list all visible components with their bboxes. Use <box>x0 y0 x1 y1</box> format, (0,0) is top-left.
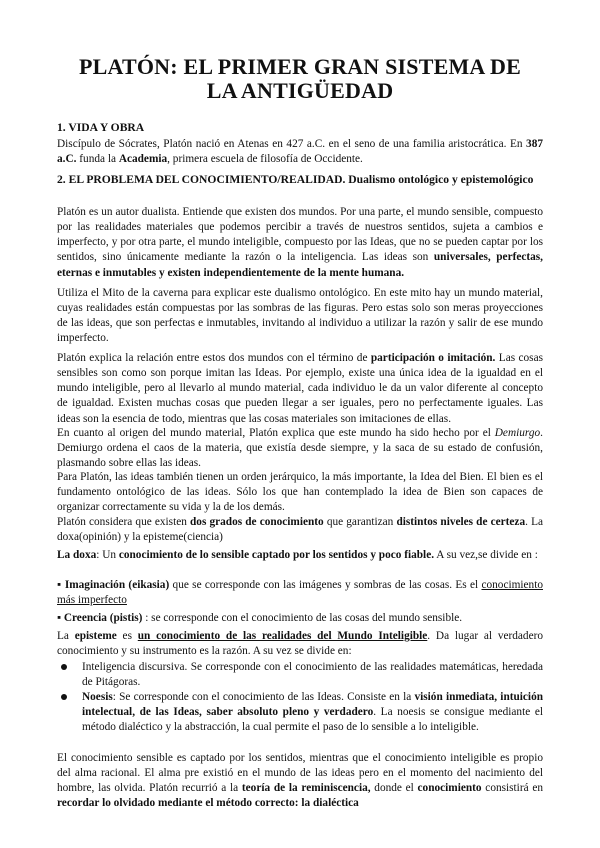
paragraph-participacion: Platón explica la relación entre estos dos mundos con el término de participación o imitación. Las cosas sensibles son como son porque imitan las Ideas. Por ejemplo, existe una única idea de la igualdad en el mundo inteligible, pero al llevarlo al mundo material, cada individuo le da un valor diferente al concepto de igualdad. Existen muchas cosas que pueden llegar a ser iguales, pero no perfectamente iguales. Las ideas son la esencia de todo, mientras que las cosas materiales son imitaciones de ellas. <box>57 352 543 425</box>
paragraph-dualismo: Platón es un autor dualista. Entiende que existen dos mundos. Por una parte, el mundo sensible, compuesto por las realidades materiales que podemos percibir a través de nuestros sentidos, sujeta a cambios e imperfecto, y por otra parte, el mundo inteligible, compuesto por las Ideas, que no se pueden captar por los sentidos, sino únicamente mediante la razón o la inteligencia. Las ideas son universales, perfectas, eternas e inmutables y existen independientemente de la mente humana. <box>57 206 544 279</box>
paragraph-doxa: La doxa: Un conocimiento de lo sensible captado por los sentidos y poco fiable. A su vez,se divide en : <box>57 549 538 561</box>
bullet-imaginacion: ▪ Imaginación (eikasia) que se corresponde con las imágenes y sombras de las cosas. Es el conocimiento más imperfecto <box>57 579 543 607</box>
bullet-dot-icon <box>61 694 67 700</box>
paragraph-reminiscencia: El conocimiento sensible es captado por los sentidos, mientras que el conocimiento inteligible es propio del alma racional. El alma pre existió en el mundo de las ideas pero en el momento del nacimiento del hombre, las olvida. Platón recurrió a la teoría de la reminiscencia, donde el conocimiento consistirá en recordar lo olvidado mediante el método correcto: la dialéctica <box>57 752 543 810</box>
section-heading-vida-y-obra: 1. VIDA Y OBRA <box>57 121 145 134</box>
paragraph-grados-conocimiento: Platón considera que existen dos grados de conocimiento que garantizan distintos niveles de certeza. La doxa(opinión) y la episteme(ciencia) <box>57 516 543 544</box>
paragraph-episteme: La episteme es un conocimiento de las realidades del Mundo Inteligible. Da lugar al verdadero conocimiento y su instrumento es la razón. A su vez se divide en: <box>57 630 543 658</box>
paragraph-vida: Discípulo de Sócrates, Platón nació en Atenas en 427 a.C. en el seno de una familia aristocrática. En 387 a.C. funda la Academia, primera escuela de filosofía de Occidente. <box>57 138 543 166</box>
bullet-creencia: ▪ Creencia (pistis) : se corresponde con el conocimiento de las cosas del mundo sensible. <box>57 612 463 624</box>
paragraph-idea-del-bien: Para Platón, las ideas también tienen un orden jerárquico, la más importante, la Idea del Bien. El bien es el fundamento ontológico de las ideas. Sólo los que han contemplado la idea de Bien son capaces de organizar correctamente su vida y la de los demás. <box>57 471 543 514</box>
list-item-noesis: Noesis: Se corresponde con el conocimiento de las Ideas. Consiste en la visión inmediata, intuición intelectual, de las Ideas, saber absoluto pleno y verdadero. La noesis se consigue mediante el método dialéctico y la abstracción, la cual permite el paso de lo sensible a lo inteligible. <box>82 690 543 735</box>
page-title: PLATÓN: EL PRIMER GRAN SISTEMA DE LA ANTIGÜEDAD <box>79 54 521 103</box>
section-heading-conocimiento: 2. EL PROBLEMA DEL CONOCIMIENTO/REALIDAD. Dualismo ontológico y epistemológico <box>57 173 534 186</box>
list-item-inteligencia-discursiva: Inteligencia discursiva. Se corresponde con el conocimiento de las realidades matemáticas, heredada de Pitágoras. <box>82 660 543 690</box>
paragraph-mito-caverna: Utiliza el Mito de la caverna para explicar este dualismo ontológico. En este mito hay un mundo material, cuyas realidades están compuestas por las sombras de las figuras. Pero estas solo son meras proyecciones de las ideas, que son perfectas e inmutables, invitando al individuo a utilizar la razón y salir de ese mundo imperfecto. <box>57 287 543 345</box>
paragraph-demiurgo: En cuanto al origen del mundo material, Platón explica que este mundo ha sido hecho por el Demiurgo. Demiurgo ordena el caos de la materia, que existía desde siempre, y la saca de su estado de confusión, plasmando sobre ellas las ideas. <box>57 427 543 470</box>
bullet-dot-icon <box>61 664 67 670</box>
